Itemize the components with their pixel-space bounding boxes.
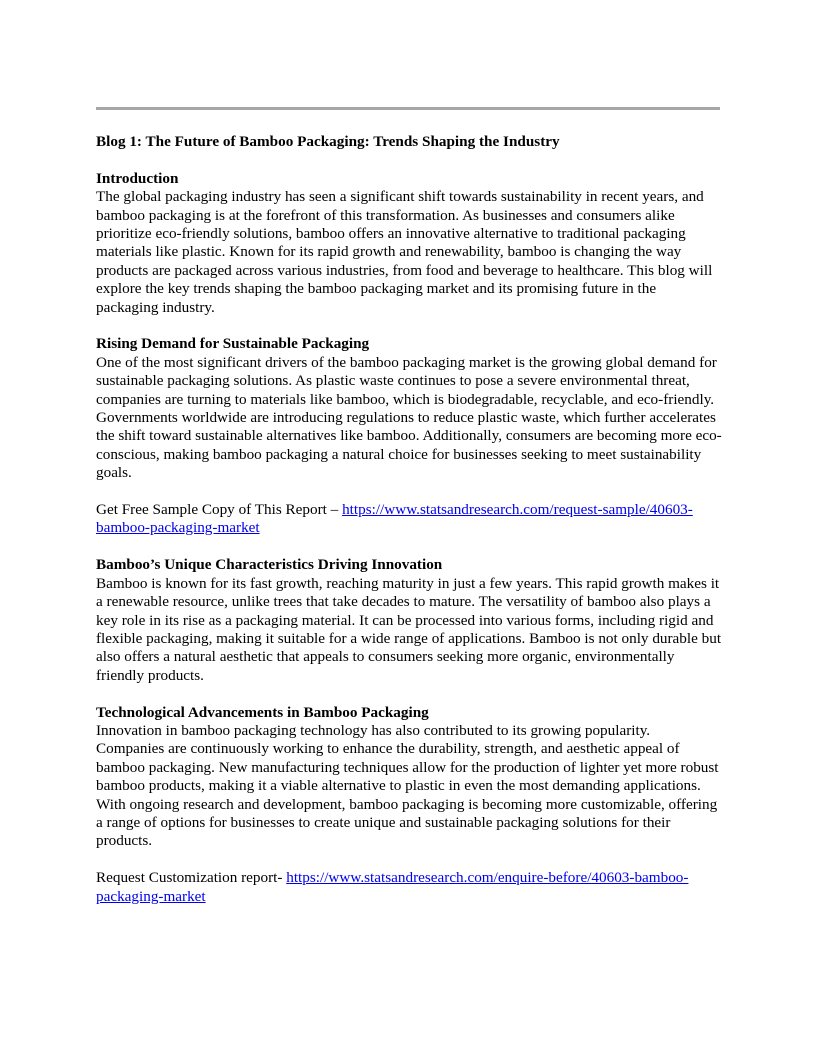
customization-link[interactable]: https://www.statsandresearch.com/enquire-before/40603-bamboo-packaging-market xyxy=(96,869,689,905)
customization-line xyxy=(96,869,722,906)
document-title: Blog 1: The Future of Bamboo Packaging: Trends Shaping the Industry xyxy=(96,133,560,150)
sample-copy-line xyxy=(96,501,722,538)
section-heading-technological-advancements: Technological Advancements in Bamboo Packaging xyxy=(96,703,429,721)
section-body-technological-advancements: Innovation in bamboo packaging technology has also contributed to its growing popularity. Companies are continuously working to enhance the durability, strength, and aesthetic appeal of bamboo packaging. New manufacturing techniques allow for the production of lighter yet more robust bamboo products, making it a viable alternative to plastic in even the most demanding applications. With ongoing research and development, bamboo packaging is becoming more customizable, offering a range of options for businesses to create unique and sustainable packaging solutions for their products. xyxy=(96,721,719,850)
section-body-rising-demand: One of the most significant drivers of the bamboo packaging market is the growing global demand for sustainable packaging solutions. As plastic waste continues to pose a severe environmental threat, companies are turning to materials like bamboo, which is biodegradable, recyclable, and eco-friendly. Governments worldwide are introducing regulations to reduce plastic waste, which further accelerates the shift toward sustainable alternatives like bamboo. Additionally, consumers are becoming more eco-conscious, making bamboo packaging a natural choice for businesses seeking to meet sustainability goals. xyxy=(96,353,722,482)
sample-copy-link[interactable]: https://www.statsandresearch.com/request-sample/40603-bamboo-packaging-market xyxy=(96,501,693,537)
document-body xyxy=(96,133,722,924)
section-heading-rising-demand: Rising Demand for Sustainable Packaging xyxy=(96,335,370,353)
section-heading-unique-characteristics: Bamboo’s Unique Characteristics Driving Innovation xyxy=(96,556,443,574)
customization-label: Request Customization report- xyxy=(96,869,287,887)
sample-copy-label: Get Free Sample Copy of This Report – xyxy=(96,501,343,519)
section-body-introduction: The global packaging industry has seen a significant shift towards sustainability in recent years, and bamboo packaging is at the forefront of this transformation. As businesses and consumers alike prioritize eco-friendly solutions, bamboo offers an innovative alternative to traditional packaging materials like plastic. Known for its rapid growth and renewability, bamboo is changing the way products are packaged across various industries, from food and beverage to healthcare. This blog will explore the key trends shaping the bamboo packaging market and its promising future in the packaging industry. xyxy=(96,188,713,316)
section-heading-introduction: Introduction xyxy=(96,169,179,187)
section-body-unique-characteristics: Bamboo is known for its fast growth, reaching maturity in just a few years. This rapid growth makes it a renewable resource, unlike trees that take decades to mature. The versatility of bamboo also plays a key role in its rise as a packaging material. It can be processed into various forms, including rigid and flexible packaging, making it suitable for a wide range of applications. Bamboo is not only durable but also offers a natural aesthetic that appeals to consumers seeking more organic, environmentally friendly products. xyxy=(96,574,722,684)
horizontal-rule xyxy=(96,107,720,110)
